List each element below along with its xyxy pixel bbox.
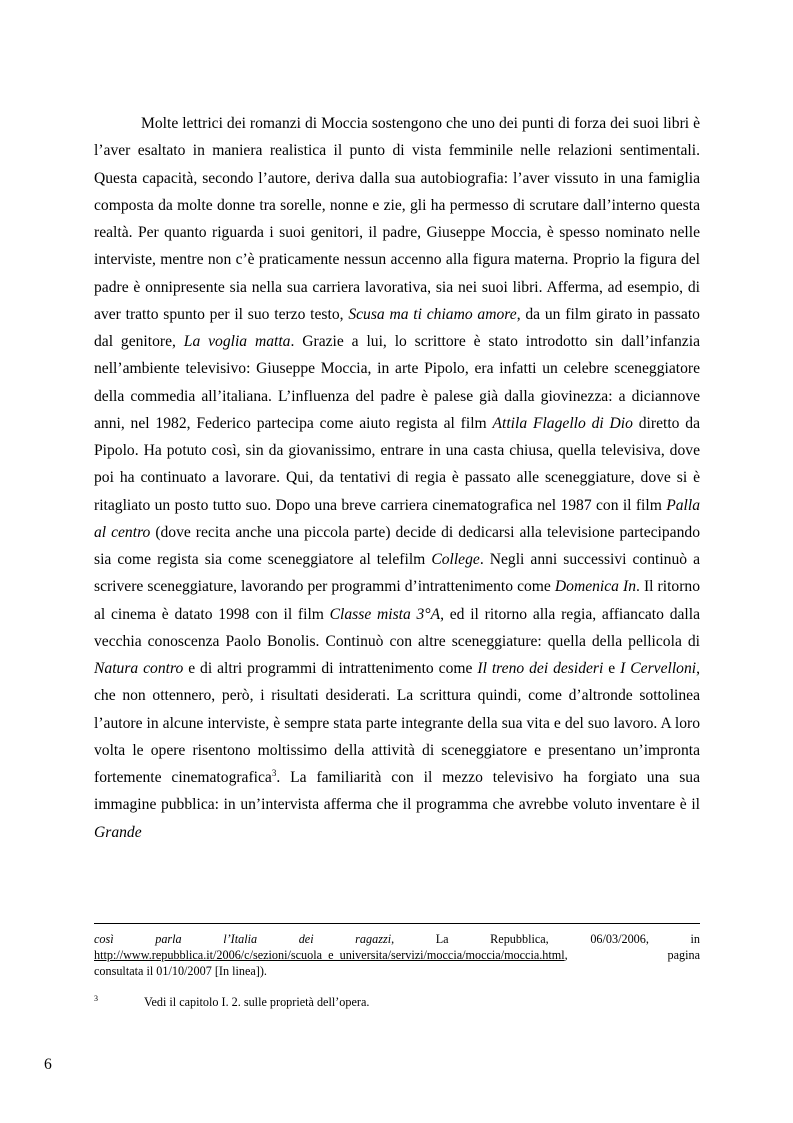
footnotes <box>94 931 700 1010</box>
footnote-line-1: così parla l’Italia dei ragazzi, La Repubblica, 06/03/2006, in <box>94 932 700 946</box>
title-la-voglia-matta: La voglia matta <box>183 333 291 350</box>
title-college: College <box>431 551 480 568</box>
title-attila-flagello-di-dio: Attila Flagello di Dio <box>492 414 633 432</box>
paragraph: Molte lettrici dei romanzi di Moccia sostengono che uno dei punti di forza dei suoi libri è l’aver esaltato in maniera realistica il punto di vista femminile nelle relazioni sentimentali. Questa capacità, secondo l’autore, deriva dalla sua autobiografia: l’aver vissuto in una famiglia composta da molte donne tra sorelle, nonne e zie, gli ha permesso di scrutare dall’interno questa realtà. Per quanto riguarda i suoi genitori, il padre, Giuseppe Moccia, è spesso nominato nelle interviste, mentre non c’è praticamente nessun accenno alla figura materna. Proprio la figura del padre è onnipresente sia nella sua carriera lavorativa, sia nei suoi libri. Afferma, ad esempio, di aver tratto spunto per il suo terzo testo, Scusa ma ti chiamo amore, da un film girato in passato dal genitore, La voglia matta. Grazie a lui, lo scrittore è stato introdotto sin dall’infanzia nell’ambiente televisivo: Giuseppe Moccia, in arte Pipolo, era infatti un celebre sceneggiatore della commedia all’italiana. L’influenza del padre è palese già dalla giovinezza: a diciannove anni, nel 1982, Federico partecipa come aiuto regista al film Attila Flagello di Dio diretto da Pipolo. Ha potuto così, sin da giovanissimo, entrare in una casta chiusa, quella televisiva, dove poi ha continuato a lavorare. Qui, da tentativi di regia è passato alle sceneggiature, dove si è ritagliato un posto tutto suo. Dopo una breve carriera cinematografica nel 1987 con il film Palla al centro (dove recita anche una piccola parte) decide di dedicarsi alla televisione partecipando sia come regista sia come sceneggiatore al telefilm College. Negli anni successivi continuò a scrivere sceneggiature, lavorando per programmi d’intrattenimento come Domenica In. Il ritorno al cinema è datato 1998 con il film Classe mista 3°A, ed il ritorno alla regia, affiancato dalla vecchia conoscenza Paolo Bonolis. Continuò con altre sceneggiature: quella della pellicola di Natura contro e di altri programmi di intrattenimento come Il treno dei desideri e I Cervelloni, che non ottennero, però, i risultati desiderati. La scrittura quindi, come d’altronde sottolinea l’autore in alcune interviste, è sempre stata parte integrante della sua vita e del suo lavoro. A loro volta le opere risentono moltissimo della attività di sceneggiatore e presentano un’impronta fortemente cinematografica$^3$. La familiarità con il mezzo televisivo ha forgiato una sua immagine pubblica: in un’intervista afferma che il programma che avrebbe voluto inventare è il Grande <box>94 115 700 841</box>
title-domenica-in: Domenica In <box>554 578 637 596</box>
body-text <box>94 110 700 846</box>
title-scusa-ma-ti-chiamo-amore: Scusa ma ti chiamo amore <box>348 305 517 323</box>
footnote-3 <box>94 994 700 1010</box>
footnote-line-2: http://www.repubblica.it/2006/c/sezioni/scuola_e_universita/servizi/moccia/moccia/moccia.html, pagina <box>94 948 700 963</box>
title-natura-contro: Natura contro <box>94 660 184 677</box>
title-il-treno-dei-desideri: Il treno dei desideri <box>477 660 604 677</box>
footnote-line-3: consultata il 01/10/2007 [In linea]). <box>94 964 267 979</box>
title-palla-al-centro: Palla al centro <box>94 496 700 541</box>
footnote-ref-3[interactable]: 3 <box>271 767 277 778</box>
footnote-number: 3 <box>94 993 98 1003</box>
footnote-url-link[interactable]: http://www.repubblica.it/2006/c/sezioni/scuola_e_universita/servizi/moccia/moccia/moccia.html <box>94 948 565 963</box>
title-i-cervelloni: I Cervelloni <box>620 660 697 677</box>
footnote-separator <box>94 923 700 924</box>
footnote-3-text: Vedi il capitolo I. 2. sulle proprietà dell’opera. <box>144 994 370 1009</box>
footnote-continuation <box>94 931 700 980</box>
title-classe-mista: Classe mista 3°A, <box>329 605 444 623</box>
page-number: 6 <box>44 1056 52 1073</box>
title-grande: Grande <box>94 823 142 841</box>
